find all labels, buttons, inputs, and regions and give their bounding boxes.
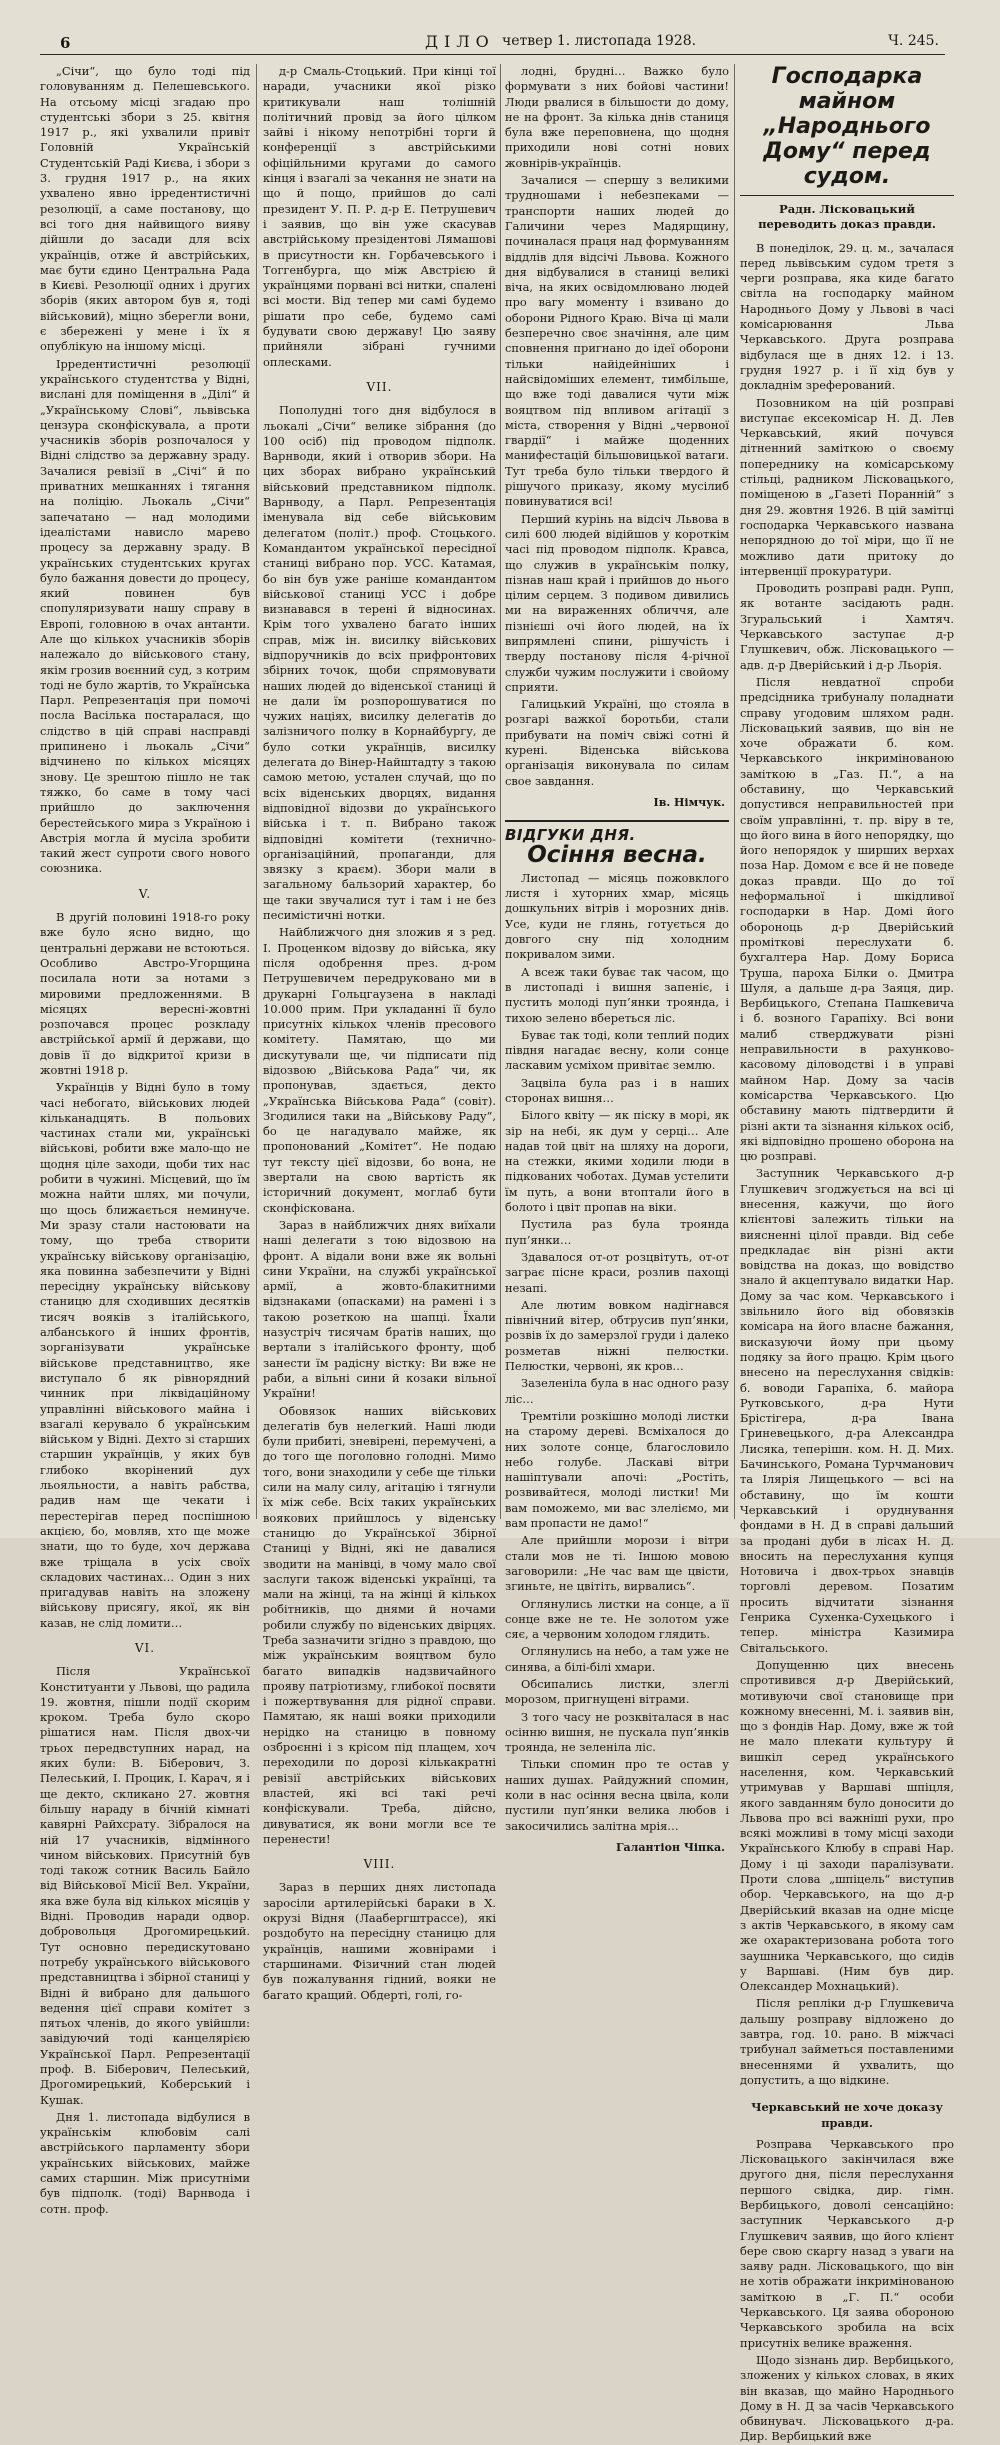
article-paragraph: Позовником на цій розправі виступає ексекомісар Н. Д. Лев Черкавський, який почувся дітненний заміткою о своєму попереднику на комісарському стільці, радником Лісковацького, поміщеною в „Газеті Поранній“ з дня 29. жовтня 1926. В цій замітці господарка Черкавського названа непорядною до тої міри, що її не можливо дати притоку до інтервенції прокуратури. (740, 395, 954, 578)
feature-paragraph: Буває так тоді, коли теплий подих півдня нагадає весну, коли сонце ласкавим усміхом привітає землю. (505, 1027, 729, 1073)
article-paragraph: Зараз в найближчих днях виїхали наші делегати з тою відозвою на фронт. А відали вони вже як вольні сини України, на службі української армії, а жовто-блакитними відзнаками (опасками) на рамені і з такою розеткою на шапці. Їхали назустріч тисячам братів наших, що вертали з італійського фронту, щоб занести їм радісну вістку: Ви вже не раби, а вільні сини й козаки вільної України! (263, 1217, 496, 1401)
feature-title: Осіння весна. (527, 841, 707, 868)
article-paragraph: Ірредентистичні резолюції українського студентства у Відні, вислані для поміщення в „Ділі“ й „Українському Слові“, львівська цензура сконфіскувала, а проти учасників зборів розпочалося у Відні слідство за державну зраду. Зачалися ревізії в „Січі“ й по приватних мешканнях і тягання на поліцію. Льокаль „Січи“ запечатано — над молодими ідеалістами нависло марево процесу за державну зраду. В українських студентських кругах було бажання довести до процесу, який повинен був спопуляризувати нашу справу в Европі, головною в очах антанти. Але що кількох учасників зборів належало до військового стану, якім грозив воєнний суд, з котрим тоді не було жартів, то Українська Парл. Репрезентація при помочі посла Васілька постаралася, що слідство в цій справі насправді припинено і льокаль „Січи“ відчинено по кількох місяцях знову. Це зрештою пішло не так тяжко, бо саме в тому часі прийшло до заключення берестейського мира з Україною і Австрія могла й мусіла зробити такий жест супроти свого нового союзника. (40, 356, 250, 876)
section-number: VIII. (363, 1857, 396, 1872)
page-number: 6 (60, 34, 71, 52)
section-number: VII. (366, 379, 393, 394)
article-paragraph: В понеділок, 29. ц. м., зачалася перед львівським судом третя з черги розправа, яка киде багато світла на господарку майном Народнього Дому у Львові в часі комісарювання Льва Черкавського. Друга розправа відбулася ще в днях 12. і 13. грудня 1927 р. і її хід був у докладнім зреферований. (740, 240, 954, 393)
feature-paragraph: Пустила раз була троянда пуп’янки… (505, 1217, 729, 1247)
column-4 (740, 64, 954, 2444)
article-paragraph: „Січи“, що було тоді під головуванням д. Пелешевського. На отсьому місці згадаю про студентські збори з 25. квітня 1917 р., які ухвалили привіт Головній Українській Студентській Раді Києва, і збори з 3. грудня 1917 р., на яких ухвалено явно ірредентистичні резолюції, а саме постанову, що всі того дня найвищого вияву дійшли до засади для всіх українців, отже й австрійських, має бути єдино Центральна Рада в Києві. Резолюції одних і других зборів (яких автором був я, тоді військовий), міцно зберегли вони, є збережені у мене і їх я опублікую на іншому місці. (40, 64, 250, 354)
column-rule (734, 64, 735, 1519)
issue-number: Ч. 245. (888, 33, 939, 49)
feature-paragraph: Листопад — місяць пожовклого листя і хуторних хмар, місяць дошкульних вітрів і морозних днів. Усе, куди не глянь, готується до довгого сну під холодним покривалом зими. (505, 870, 729, 962)
article-paragraph: Галицький Україні, що стояла в розгарі важкої боротьби, стали прибувати на поміч свіжі сотні й курені. Віденська військова організація виконувала по силам свое завдання. (505, 697, 729, 788)
feature-paragraph: Оглянулись листки на сонце, а її сонце вже не те. Не золотом уже сяє, а червоним холодом глядить. (505, 1596, 729, 1642)
article-paragraph: Проводить розправі радн. Рупп, як вотанте засідають радн. Згуральський і Хамтяч. Черкавського заступає д-р Глушкевич, обж. Лісковацького — адв. д-р Дверійський і д-р Льорія. (740, 581, 954, 672)
rubric-heading: ВІДГУКИ ДНЯ. (505, 820, 729, 843)
article-paragraph: Найближчого дня зложив я з ред. І. Проценком відозву до війська, яку після одобрення през. д-ром Петрушевичем передруковано ми в друкарні Гольцгаузена в накладі 10.000 прим. При укладанні її було присутніх кількох членів пресового комітету. Памятаю, що ми дискутували ще, чи підписати під відозвою „Військова Рада“ чи, як пропонував, здається, декто „Українська Військова Рада“ (совіт). Згодилися таки на „Військову Раду“, бо це нагадувало майже, як пропонований „Комітет“. Не подаю тут тексту цієї відозви, бо вона, не звертали на свою вартість як історичний документ, моглаб бути сконфіскована. (263, 925, 496, 1215)
article-headline: Господарка майном „Народнього Дому“ перед судом. (740, 64, 954, 196)
column-3 (505, 64, 729, 1854)
article-paragraph: Після Української Конституанти у Львові, що радила 19. жовтня, пішли події скорим кроком. Треба було скоро рішатися нам. Після двох-чи трьох передвступних нарад, на яких були: В. Біберович, З. Пелеський, І. Процик, І. Карач, я і ще декто, скликано 27. жовтня більшу нараду в бічній кімнаті кавярні Райхсрату. Зібралося на ній 17 учасників, відмінного чином військових. Присутній був тоді також сотник Василь Байло від Військової Місії Вел. України, яка вже була від кількох місяців у Відні. Проводив наради одвор. добровольця Дрогомирецький. Тут основно передискутовано потребу українського військового представництва і збірної станиці у Відні й вибрано для дальшого ведення цієї справи комітет з пятьох членів, до якого увійшли: завідуючий тоді канцелярією Української Парл. Репрезентації проф. В. Біберович, Пелеський, Дрогомирецький, Коберський і Кушак. (40, 1664, 250, 2107)
article-paragraph: Обовязок наших військових делегатів був нелегкий. Наші люди були прибиті, зневірені, перемучені, а до того ще поголовно голодні. Мимо того, вони знаходили у себе ще тільки сили на малу силу, агітацію і тягнули їх між себе. Всіх таких українських воякових прийшлось у віденську станицю до Української Збірної Станиці у Відні, які не давалися зводити на манівці, в чому мало свої заслуги також віденські українці, та мали на жінці, та на жінці й кількох робітників, що днями й ночами робили службу по віденських двірцях. Треба зазначити згідно з правдою, що між українським вояцтвом було багато випадків надзвичайного прояву патріотизму, глибокої посвяти і пожертвування для рідної справи. Памятаю, як наші вояки приходили нерідко на станицю в повному озброєнні і з крісом під плащем, хоч переходили по дорозі кількакратні ревізії австрійських військових властей, які всі такі речі конфіскували. Треба, дійсно, дивуватися, як вони могли все те перенести! (263, 1403, 496, 1846)
feature-paragraph: Але лютим вовком надігнався північний вітер, обтрусив пуп’янки, розвів їх до замерзлої груди і далеко розметав ніжні пелюстки. Пелюстки, червоні, як кров… (505, 1297, 729, 1374)
article-paragraph: Зараз в перших днях листопада заросіли артилерійські бараки в X. окрузі Відня (Лаабергштрассе), які роздобуто на пересідну станицю для українців, нашими жовнірами і старшинами. Фізичний стан людей був пожалування гідний, вояки не багато кращий. Обдерті, голі, го- (263, 1880, 496, 2002)
article-paragraph: Допущенню цих внесень спротивився д-р Дверійський, мотивуючи свої становище при кожному внесенні, М. і. заявив він, що з фондів Нар. Дому, вже ж той не мало плекати культуру й вишкіл серед українського населення, ком. Черкавський утримував у Варшаві шпіцля, якого завданням було доносити до Львова про всі важніші рухи, про всякі можливі в тому місці заходи Українського Клюбу в справі Нар. Дому і ці заходи паралізувати. Проти слова „шпіцель“ виступив обор. Черкавського, на що д-р Дверійський вказав на одне місце з актів Черкавського, в якому сам же охарактеризована робота того заушника Черкавського, що сидів у Варшаві. (Ним був дир. Олександер Мохнацький). (740, 1657, 954, 1994)
author-signature: Ів. Німчук. (653, 795, 725, 809)
feature-paragraph: Зацвіла була раз і в наших сторонах вишня… (505, 1075, 729, 1105)
feature-paragraph: Тремтіли розкішно молоді листки на старому дереві. Всміхалося до них золоте сонце, благословило небо голубе. Ласкаві вітри нашіптували апочі: „Ростіть, розвивайтеся, молоді листки! Ми вам поможемо, ми вас злеліємо, ми вам пропасти не дамо!“ (505, 1408, 729, 1531)
feature-paragraph: Тільки спомин про те остав у наших душах. Райдужний спомин, коли в нас осіння весна цвіла, коли пустили пуп’янки велика любов і закосичились залітна мрія… (505, 1757, 729, 1833)
feature-signature: Галантіон Чіпка. (615, 1840, 725, 1854)
feature-paragraph: Обсипались листки, злеглі морозом, пригнущені вітрами. (505, 1676, 729, 1707)
column-rule (256, 64, 257, 1519)
section-subheading: Черкавський не хоче доказу правди. (751, 2100, 943, 2130)
article-paragraph: Дня 1. листопада відбулися в українськім клюбовім салі австрійського парламенту збори українських військових, майже самих старшин. Між присутніми був підполк. (тоді) Варнвода і сотн. проф. (40, 2109, 250, 2216)
feature-paragraph: Оглянулись на небо, а там уже не синява, а білі-білі хмари. (505, 1644, 729, 1674)
article-paragraph: Щодо зізнань дир. Вербицького, зложених у кількох словах, в яких він вказав, що майно Народнього Дому в Н. Д за часів Черкавського обвинувач. Лісковацького д-ра. Дир. Вербицький вже (740, 2352, 954, 2444)
article-paragraph: Заступник Черкавського д-р Глушкевич згоджується на всі ці внесення, кажучи, що його клієнтові залежить тільки на виясненні цілої правди. Від себе предкладає він різні акти вовідства на доказ, що вовідство знало й акцептувало видатки Нар. Дому за час ком. Черкавського і звільнило його від обовязків комісара на його власне бажання, висказуючи йому при цьому подяку за його працю. Крім цього внесено на переслухання свідків: б. воводи Гарапіха, б. майора Рутковського, д-ра Нути Брістігера, д-ра Івана Гриневецького, д-ра Александра Лисяка, теперішн. ком. Н. Д. Мих. Бачинського, Романа Турчманович та Ілярія Лищецького — всі на обставину, що їм кошти Черкавський і оруднування фондами в Н. Д в справі дальший за продані дуби в лісах Н. Д. вносить на переслухання купця Нотовича і двох-трьох знавців торговлі деревом. Позатим просить відчитати зізнання Генрика Сухенка-Сухецького і тепер. міністра Казимира Світальського. (740, 1166, 954, 1655)
feature-paragraph: Здавалося от-от розцвітуть, от-от заграє пісне краси, розлив пахощі незапі. (505, 1249, 729, 1295)
article-paragraph: Зачалися — спершу з великими трудношами і небезпеками — транспорти наших людей до Галичини через Мадярщину, починалася праця над формуванням віддлів для відсічі Львова. Кожного дня відбувалися в станиці великі віча, на яких освідомлювано людей про вагу моменту і взивано до оборони Рідного Краю. Віча ці мали безперечно своє значіння, але цим сповнення пригнано до ідеї оборони тільки найідейніших і найсвідоміших елемент, тимбільше, що вже тоді давалися чути між вояцтвом під впливом агітації з міста, створення у Відні „червоної гвардії“ і майже щоденних манифестацій більшовицької ватаги. Тут треба було тільки твердого й рішучого приказу, якому мусілиб повинуватися всі! (505, 173, 729, 509)
article-paragraph: В другій половині 1918-го року вже було ясно видно, що центральні держави не встоються. Особливо Австро-Угорщина посилала ноти за нотами з мировими предложеннями. В місяцях вересні-жовтні розпочався процес розкладу австрійської армії й держави, що довів її до відкритої кризи в жовтні 1918 р. (40, 910, 250, 1077)
article-paragraph: Розправа Черкавського про Лісковацького закінчилася вже другого дня, після переслухання першого свідка, дир. гімн. Вербицького, доволі сенсаційно: заступник Черкавського д-р Глушкевич заявив, що його клієнт бере свою скаргу назад з уваги на заяву радн. Лісковацького, що він не хотів ображати інкримінованою заміткою в „Г. П.“ особи Черкавського. Ця заява обороною Черкавського зробила на всіх присутніх велике враження. (740, 2136, 954, 2350)
article-paragraph: Українців у Відні було в тому часі небогато, військових людей кільканадцять. В польових частинах стали ми, українські військові, робити вже мало-що не щодня ціле заходи, щоби тих нас робити в чужині. Місцевий, що їм можна найти шлях, ми почули, що щось ближається неминуче. Ми зразу стали настоювати на тому, що треба створити українську військову організацію, яка повинна забезпечити у Відні пересідну українську військову станицю для сходивших десятків тисяч вояків з італійського, албанського й інших фронтів, зорганізувати українське військове представництво, яке виступало б як рівнорядний чинник при ліквідаційному управлінні військового майна і взагалі керувало б українським військом у Відні. Дехто зі старших старшин українців, у яких був глибоко вкорінений дух льояльности, а навіть рабства, радив нам ще чекати і перестерігав перед поспішною акцією, бо, мовляв, хто ще може знати, що то буде, хоч держава вже тріщала в усіх своїх складових частинах… Один з них пригадував навіть на зложену військову присягу, якої, як він казав, не слід ломити… (40, 1080, 250, 1630)
article-paragraph: Пополудні того дня відбулося в льокалі „Січи“ велике зібрання (до 100 осіб) під проводом підполк. Варнводи, який і отворив збори. На цих зборах вибрано український військовий представником підполк. Варнводу, а Парл. Репрезентація іменувала від себе військовим делегатом (політ.) проф. Стоцького. Командантом української пересідної станиці вибрано пор. УСС. Катамая, бо він був уже раніше командантом військової станиці УСС і добре визнавався в терені й відносинах. Крім того ухвалено багато інших справ, між ін. висилку військових відпоручників до всіх прифронтових збірних точок, щоби спрямовувати наших людей до віденської станиці й не дали їм розпорошуватися по чужих націях, висилку делегатів до залізничого полку в Корнайбургу, де було сотки українців, висилку делегата до Вінер-Найштадту з такою самою метою, устален случай, що по всіх віденських дворцях, видання відповідної відозви до українського війська і т. п. Вибрано також відповідні комітети (технично-організаційний, пропаганди, для звязку з краєм). Збори мали в загальному бальзорий характер, бо ще таки звучалися тут і там і не без песимістичні нотки. (263, 403, 496, 923)
feature-paragraph: Білого квіту — як піску в морі, як зір на небі, як дум у серці… Але надав той цвіт на шляху на дороги, на стежки, якими ходили люди в підкованих чоботах. Думав устелити їм путь, а вони втоптали його в болото і цвіт пропав на віки. (505, 1108, 729, 1215)
column-1 (40, 64, 250, 2216)
article-paragraph: Перший курінь на відсіч Львова в силі 600 людей відійшов у короткім часі під проводом підполк. Кравса, що служив в українськім полку, пізнав наш край і прийшов до нього цілим серцем. З подивом дивились ми на вираженнях обличчя, але пізнієші очі його людей, на їх випрямлені спини, рішучість і тверду постанову після 4-річної служби чужим послужити і свойому сприяти. (505, 511, 729, 694)
feature-paragraph: Зазеленіла була в нас одного разу ліс… (505, 1376, 729, 1406)
column-rule (500, 64, 501, 1519)
column-2 (263, 64, 496, 2002)
article-subheading: Радн. Лісковацький переводить доказ правди. (758, 202, 936, 232)
issue-date: четвер 1. листопада 1928. (502, 33, 697, 49)
newspaper-title: ДІЛО (425, 32, 495, 51)
section-number: V. (138, 886, 152, 901)
article-paragraph: д-р Смаль-Стоцький. При кінці тої наради, учасники якої різко критикували наш толішній політичний провід за його цілком зайві і нікому непотрібні торги й конференції з австрійськими офіційльними кругами до самого кінця і взагалі за чекання не знати на що й пощо, прийшов до салі президент У. П. Р. д-р Е. Петрушевич і заявив, що він уже скасував австрійському прeзідентові Лямашові в присутности кн. Горбачевського і Тоггенбурга, що між Австрією й українцями порвані всі нитки, спалені всі мости. Від тепер ми самі будемо рішати про себе, будемо самі будувати свою державу! Цю заяву прийняли зібрані гучними оплесками. (263, 64, 496, 369)
page-header (40, 28, 945, 55)
feature-paragraph: Але прийшли морози і вітри стали мов не ті. Іншою мовою заговорили: „Не час вам ще цвісти, згиньте, не цвітіть, вирвались“. (505, 1533, 729, 1594)
article-paragraph: Після репліки д-р Глушкевича дальшу розправу відложено до завтра, год. 10. рано. В міжчасі трибунал займеться поставленими внесеннями й ухвалить, що допустить, а що відкине. (740, 1996, 954, 2087)
feature-paragraph: З того часу не розквіталася в нас осінню вишня, не пускала пуп’янків троянда, не зеленіла ліс. (505, 1709, 729, 1755)
feature-paragraph: А всеж таки буває так часом, що в листопаді і вишня запеніє, і пустить молоді пуп’янки троянда, і тихою зелено вбереться ліс. (505, 964, 729, 1025)
article-paragraph: лодні, брудні… Важко було формувати з них бойові частини! Люди рвалися в більшости до дому, не на фронт. За кілька днів станиця була вже переповнена, що щодня приходили нові сотні нових жовнірів-українців. (505, 64, 729, 170)
article-paragraph: Після невдатної спроби предсідника трибуналу поладнати справу угодовим шляхом радн. Лісковацький заявив, що він не хоче ображати б. ком. Черкавського інкримінованою заміткою в „Газ. П.“, а на обставину, що Черкавський допустився неправильностей при своїм управлінні, т. пр. віру в те, що його вина в його непорядку, що його непорядок у ширших верхах поза Нар. Домом є все й не поведе доказ правди. Що до тої неформальної і шкідливої господарки в Нар. Домі його обороноць д-р Дверійський проміткові переслухати б. бухгалтера Нар. Дому Бориса Труша, пароха Білки о. Дмитра Шуля, а дальше д-ра Заяця, дир. Вербицького, Степана Пашкевича і б. возного Гарапіху. Всі вони малиб стверджувати різні неправильности в рахунково-касовому діловодстві і в управі майном Нар. Дому за часів комісарства Черкавського. Цю обставину мають підтвердити й різні акти та зізнання кількох осіб, які відповідно прошено оборона на цю розправі. (740, 674, 954, 1164)
section-number: VI. (134, 1640, 156, 1655)
